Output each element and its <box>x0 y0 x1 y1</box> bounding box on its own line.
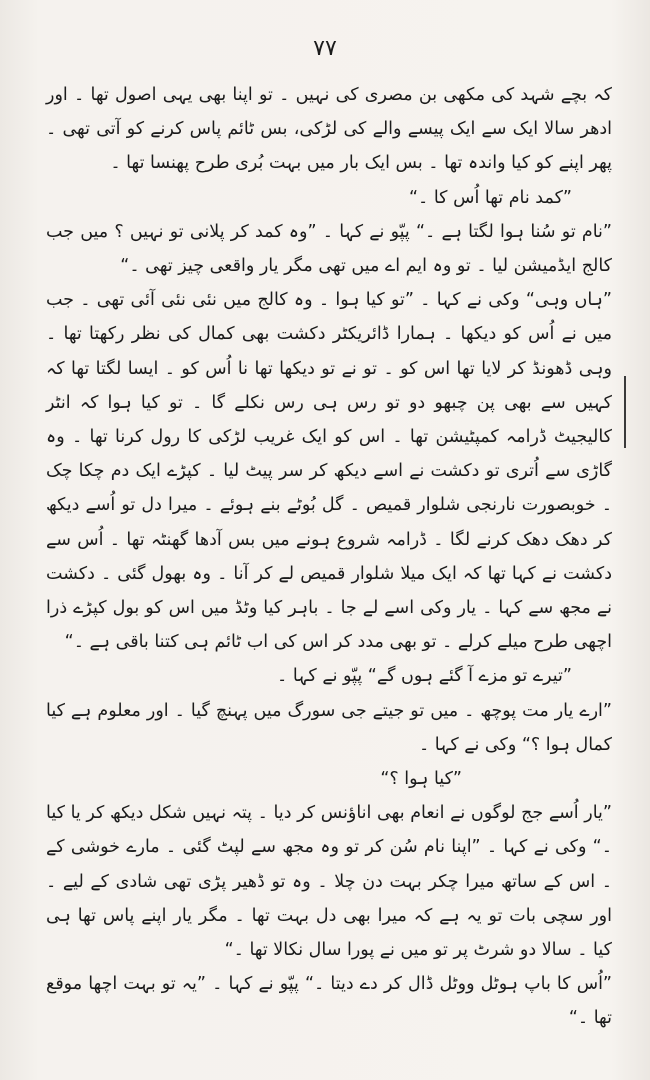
paragraph: ”ہاں وہی“ وکی نے کہا ۔ ”تو کیا ہوا ۔ وہ کالج میں نئی نئی آئی تھی ۔ جب میں نے اُس کو دیکھا ۔ ہمارا ڈائریکٹر دکشت بھی کمال کی نظر رکھتا تھا ۔ وہی ڈھونڈ کر لایا تھا اس کو ۔ تو نے تو دیکھا تھا نا اُس کو ۔ ایسا لگتا تھا کہ کہیں سے بھی پن چبھو دو تو رس ہی رس نکلے گا ۔ تو کیا ہوا کہ انٹر کالیجیٹ ڈرامہ کمپٹیشن تھا ۔ اس کو ایک غریب لڑکی کا رول کرنا تھا ۔ وہ گاڑی سے اُتری تو دکشت نے اسے دیکھ کر سر پیٹ لیا ۔ کپڑے ایک دم چکا چک ۔ خوبصورت نارنجی شلوار قمیص ۔ گل بُوٹے بنے ہوئے ۔ میرا دل تو اُسے دیکھ کر دھک دھک کرنے لگا ۔ ڈرامہ شروع ہونے میں بس آدھا گھنٹہ تھا ۔ اُس سے دکشت نے کہا تھا کہ ایک میلا شلوار قمیص لے کر آنا ۔ وہ بھول گئی ۔ دکشت نے مجھ سے کہا ۔ یار وکی اسے لے جا ۔ باہر کیا وٹڈ میں اس کو بول کپڑے ذرا اچھی طرح میلے کرلے ۔ تو بھی مدد کر اس کی اب ٹائم ہی کتنا باقی ہے ۔“ <box>46 290 612 653</box>
paragraph: ”کمد نام تھا اُس کا ۔“ <box>408 187 572 208</box>
paragraph: ”یار اُسے جج لوگوں نے انعام بھی اناؤنس کر دیا ۔ پتہ نہیں شکل دیکھ کر یا کیا ۔“ وکی نے کہا ۔ ”اپنا نام سُن کر تو وہ مجھ سے لپٹ گئی ۔ مارے خوشی کے ۔ اس کے ساتھ میرا چکر بہت دن چلا ۔ وہ تو ڈھیر پڑی تھی شادی کے لیے ۔ اور سچی بات تو یہ ہے کہ میرا بھی دل بہت تھا ۔ مگر یار اپنے پاس تھا ہی کیا ۔ سالا دو شرٹ پر تو میں نے پورا سال نکالا تھا ۔“ <box>46 803 612 961</box>
paragraph: ”ارے یار مت پوچھ ۔ میں تو جیتے جی سورگ میں پہنچ گیا ۔ اور معلوم ہے کیا کمال ہوا ؟“ وکی نے کہا ۔ <box>46 700 612 755</box>
paragraph: ”تیرے تو مزے آ گئے ہوں گے“ پپّو نے کہا ۔ <box>277 666 572 687</box>
body-text <box>46 78 612 1036</box>
margin-mark <box>624 376 626 448</box>
paragraph: ”نام تو سُنا ہوا لگتا ہے ۔“ پپّو نے کہا ۔ ”وہ کمد کر پلانی تو نہیں ؟ میں جب کالج ایڈمیشن لیا ۔ تو وہ ایم اے میں تھی مگر یار واقعی چیز تھی ۔“ <box>46 221 612 277</box>
paragraph: ”کیا ہوا ؟“ <box>380 769 462 790</box>
paragraph: ”اُس کا باپ ہوٹل ووٹل ڈال کر دے دیتا ۔“ پپّو نے کہا ۔ ”یہ تو بہت اچھا موقع تھا ۔“ <box>46 974 612 1029</box>
page-number: ٧٧ <box>313 36 337 61</box>
paragraph: کہ بچے شہد کی مکھی بن مصری کی نہیں ۔ تو اپنا بھی یہی اصول تھا ۔ اور ادھر سالا ایک سے ایک پیسے والے کی لڑکی، بس ٹائم پاس کرنے کو آتی تھی ۔ پھر اپنے کو کیا واندہ تھا ۔ بس ایک بار میں بہت بُری طرح پھنسا تھا ۔ <box>46 85 612 174</box>
